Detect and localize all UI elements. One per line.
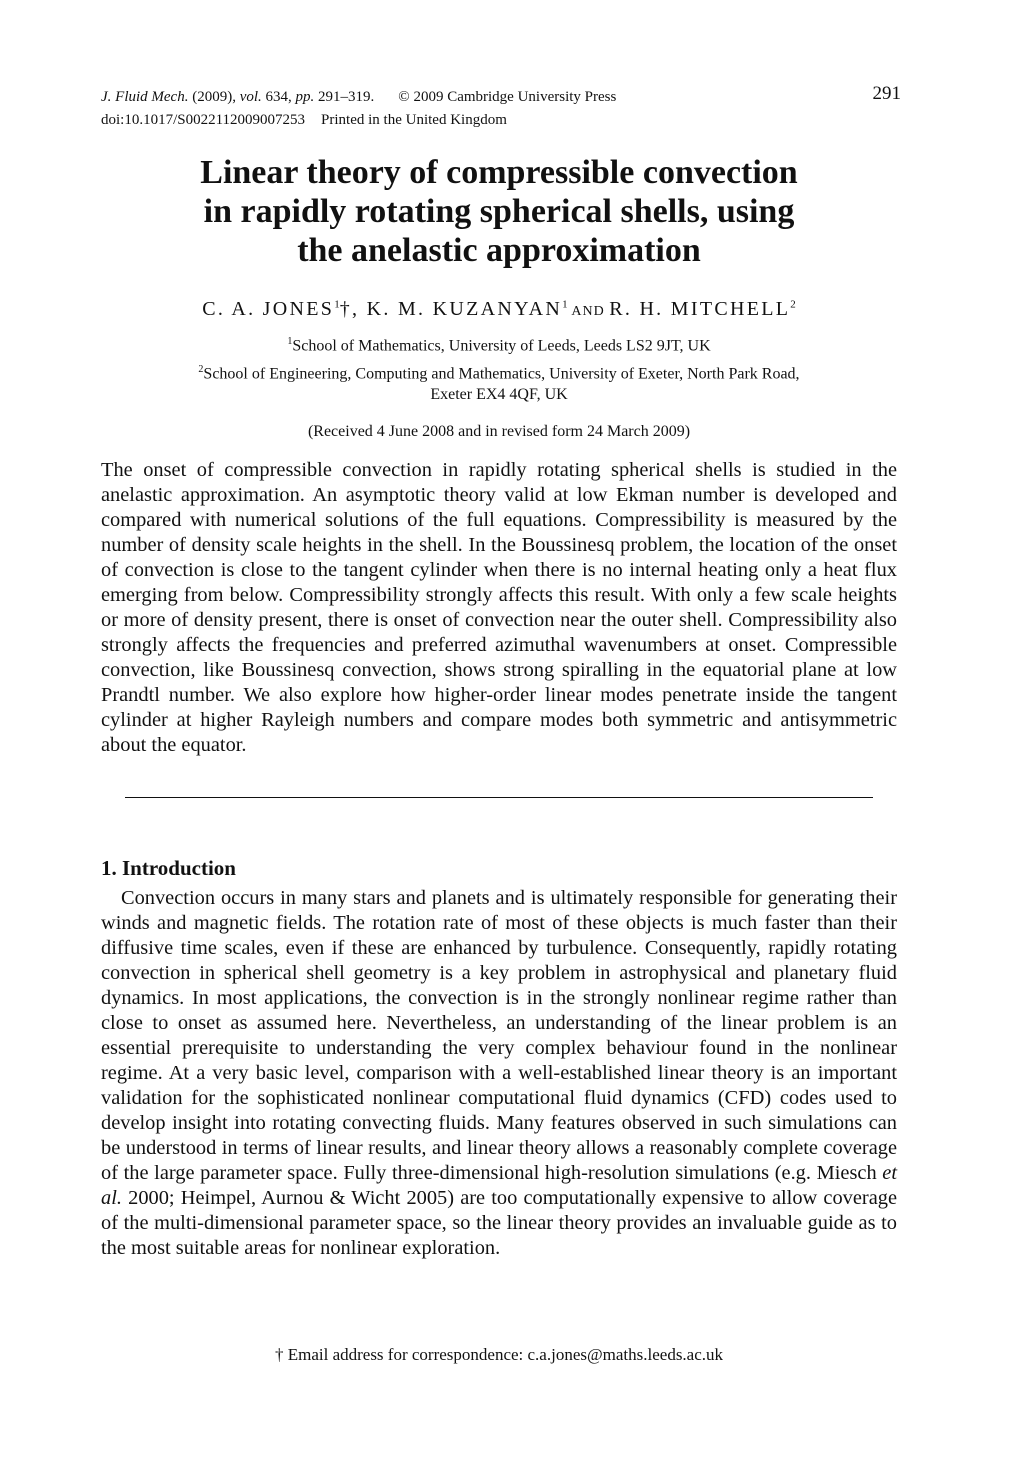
author-3: R. H. MITCHELL: [609, 298, 791, 320]
affiliation-1-marker: 1: [287, 336, 293, 347]
correspondence-footnote: † Email address for correspondence: c.a.jones@maths.leeds.ac.uk: [274, 1345, 724, 1364]
author-1-affil-marker: 1: [334, 298, 340, 311]
abstract-divider: [125, 797, 873, 798]
author-1: C. A. JONES: [202, 298, 335, 320]
introduction-paragraph: [101, 886, 897, 1261]
volume-label: vol.: [239, 89, 262, 105]
author-1-dagger: †,: [339, 298, 367, 320]
abstract: The onset of compressible convection in rapidly rotating spherical shells is studied in the anelastic approximation. An asymptotic theory valid at low Ekman number is developed and compared with numerical solutions of the full equations. Compressibility is measured by the number of density scale heights in the shell. In the Boussinesq problem, the location of the onset of convection is close to the tangent cylinder when there is no internal heating only a heat flux emerging from below. Compressibility strongly affects this result. With only a few scale heights or more of density present, there is onset of convection near the outer shell. Compressibility also strongly affects the frequencies and preferred azimuthal wavenumbers at onset. Compressible convection, like Boussinesq convection, shows strong spiralling in the equatorial plane at low Prandtl number. We also explore how higher-order linear modes penetrate inside the tangent cylinder at higher Rayleigh numbers and compare modes both symmetric and antisymmetric about the equator.: [101, 459, 897, 756]
title-line-2: in rapidly rotating spherical shells, using: [203, 193, 795, 230]
author-conjunction: AND: [567, 304, 610, 319]
received-dates: (Received 4 June 2008 and in revised form 24 March 2009): [307, 423, 691, 440]
pages-label: pp.: [295, 89, 315, 105]
paper-title: [101, 153, 897, 270]
author-3-affil-marker: 2: [790, 298, 796, 311]
title-line-3: the anelastic approximation: [297, 232, 701, 269]
doi-line: [101, 109, 901, 132]
title-line-1: Linear theory of compressible convection: [200, 154, 798, 191]
running-header: [101, 83, 901, 132]
affiliation-1-text: School of Mathematics, University of Leeds, Leeds LS2 9JT, UK: [292, 337, 711, 355]
author-list: [101, 298, 897, 321]
intro-et-al: et al.: [101, 1162, 897, 1209]
intro-text-part-2: 2000; Heimpel, Aurnou & Wicht 2005) are too computationally expensive to allow coverage of the multi-dimensional parameter space, so the linear theory provides an invaluable guide as to the most suitable areas for nonlinear exploration.: [101, 1187, 897, 1259]
printed-notice: Printed in the United Kingdom: [321, 112, 507, 128]
author-2: K. M. KUZANYAN: [366, 298, 563, 320]
journal-name: J. Fluid Mech.: [101, 89, 189, 105]
intro-text-part-1: Convection occurs in many stars and planets and is ultimately responsible for generating their winds and magnetic fields. The rotation rate of most of these objects is much faster than their diffusive time scales, even if these are enhanced by turbulence. Consequently, rapidly rotating convection in spherical shell geometry is a key problem in astrophysical and planetary fluid dynamics. In most applications, the convection is in the strongly nonlinear regime rather than close to onset as assumed here. Nevertheless, an understanding of the linear problem is an essential prerequisite to understanding the very complex behaviour found in the nonlinear regime. At a very basic level, comparison with a well-established linear theory is an important validation for the sophisticated nonlinear computational fluid dynamics (CFD) codes used to develop insight into rotating convecting fluids. Many features observed in such simulations can be understood in terms of linear results, and linear theory allows a reasonably complete coverage of the large parameter space. Fully three-dimensional high-resolution simulations (e.g. Miesch: [101, 887, 897, 1184]
pages-value: 291–319.: [314, 89, 375, 105]
citation-line: [101, 86, 901, 109]
affiliation-2-marker: 2: [198, 364, 204, 375]
copyright-notice: © 2009 Cambridge University Press: [398, 89, 617, 105]
affiliation-2-line-2: Exeter EX4 4QF, UK: [430, 386, 568, 404]
affiliation-2-line-1: School of Engineering, Computing and Mathematics, University of Exeter, North Park Road,: [203, 365, 800, 383]
journal-year: (2009),: [188, 89, 240, 105]
affiliation-2: [101, 359, 897, 405]
section-heading: 1. Introduction: [101, 856, 236, 880]
doi: doi:10.1017/S0022112009007253: [101, 112, 306, 128]
volume-value: 634,: [261, 89, 296, 105]
author-2-affil-marker: 1: [562, 298, 568, 311]
page-number: 291: [872, 83, 901, 104]
affiliation-1: [101, 331, 897, 356]
